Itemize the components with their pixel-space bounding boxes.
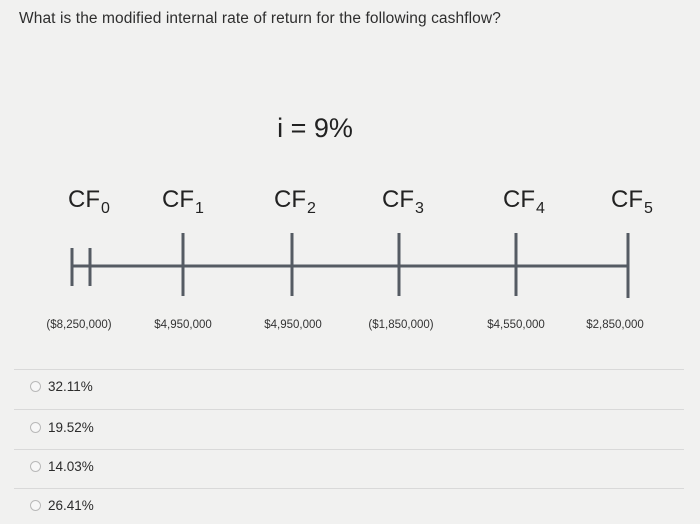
answer-option-3[interactable] [30,459,94,474]
answer-option-label: 26.41% [48,498,94,513]
radio-button[interactable] [30,500,41,511]
cf-amount-5: $2,850,000 [586,319,644,331]
radio-button[interactable] [30,422,41,433]
cf-label-1: $CF_1$ [162,186,204,217]
cf-amount-3: ($1,850,000) [368,319,434,331]
cf-label-5: $CF_5$ [611,186,653,217]
cf-amount-4: $4,550,000 [487,319,545,331]
cf-label-3: $CF_3$ [382,186,424,217]
option-divider [14,369,684,370]
interest-rate-label: i = 9% [277,113,353,143]
answer-option-label: 19.52% [48,420,94,435]
cf-label-4: $CF_4$ [503,186,545,217]
answer-option-1[interactable] [30,379,93,394]
option-divider [14,449,684,450]
answer-option-2[interactable] [30,420,94,435]
option-divider [14,488,684,489]
option-divider [14,409,684,410]
radio-button[interactable] [30,461,41,472]
cf-amount-0: ($8,250,000) [46,319,112,331]
cf-label-2: $CF_2$ [274,186,316,217]
radio-button[interactable] [30,381,41,392]
answer-option-4[interactable] [30,498,94,513]
answer-option-label: 32.11% [48,379,93,394]
cf-amount-2: $4,950,000 [264,319,322,331]
question-text: What is the modified internal rate of return for the following cashflow? [19,10,501,27]
answer-option-label: 14.03% [48,459,94,474]
cf-amount-1: $4,950,000 [154,319,212,331]
cf-label-0: $CF_0$ [68,186,110,217]
